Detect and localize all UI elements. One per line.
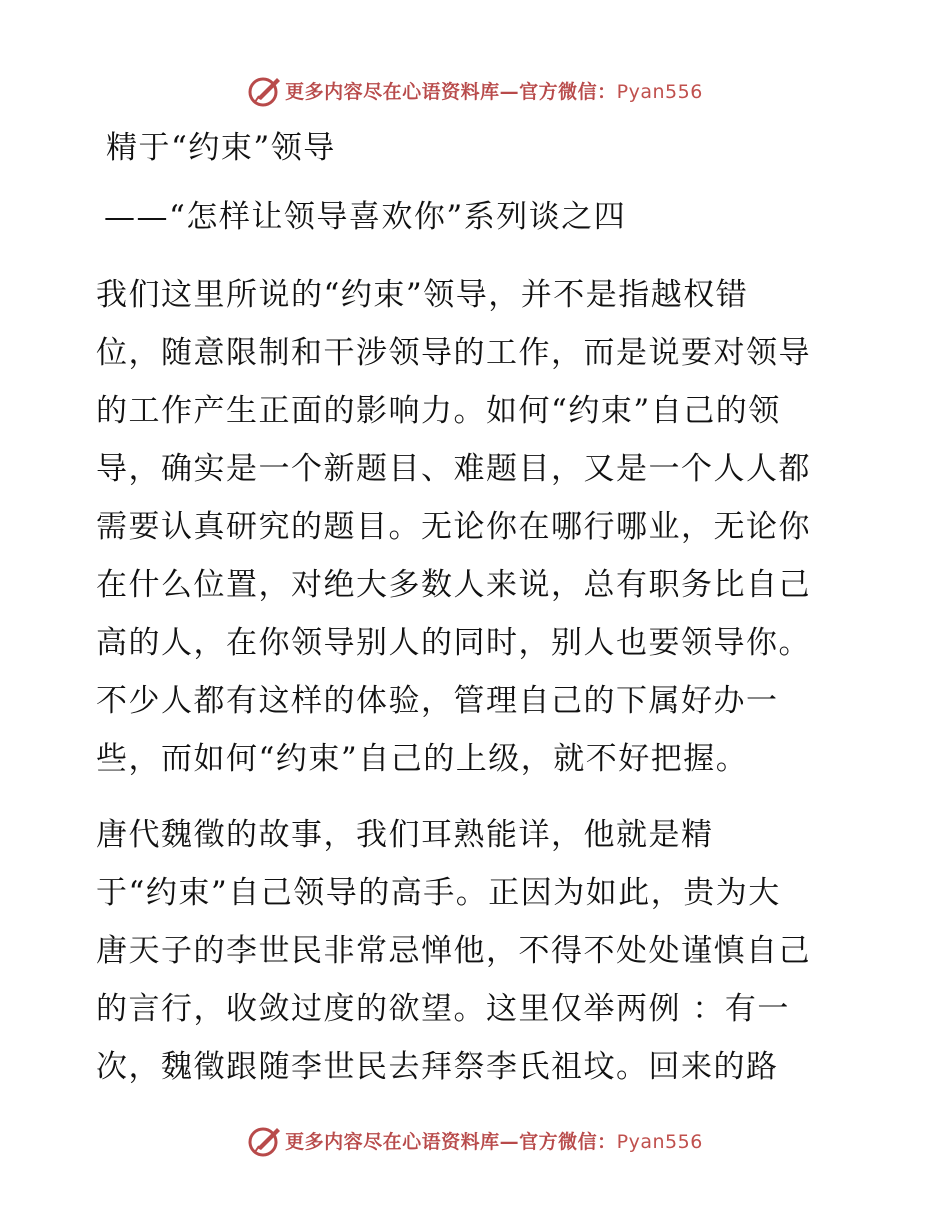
paragraph-line: 在什么位置，对绝大多数人来说，总有职务比自己	[96, 567, 811, 603]
quill-logo-icon	[247, 1122, 283, 1158]
quill-logo-icon	[247, 72, 283, 108]
watermark-text: 更多内容尽在心语资料库—官方微信：Pyan556	[285, 1130, 703, 1153]
paragraph-line: 的言行，收敛过度的欲望。这里仅举两例 ：有一	[96, 991, 790, 1027]
paragraph-line: 位，随意限制和干涉领导的工作，而是说要对领导	[96, 335, 811, 371]
paragraph-line: 不少人都有这样的体验，管理自己的下属好办一	[96, 683, 779, 719]
document-title: 精于“约束”领导	[106, 130, 336, 166]
paragraph-line: 唐天子的李世民非常忌惮他，不得不处处谨慎自己	[96, 933, 811, 969]
paragraph-line: 唐代魏徵的故事，我们耳熟能详，他就是精	[96, 817, 714, 853]
paragraph-line: 次，魏徵跟随李世民去拜祭李氏祖坟。回来的路	[96, 1049, 779, 1085]
paragraph-line: 导，确实是一个新题目、难题目，又是一个人人都	[96, 451, 811, 487]
paragraph-line: 些，而如何“约束”自己的上级，就不好把握。	[96, 741, 749, 777]
paragraph-line: 需要认真研究的题目。无论你在哪行哪业，无论你	[96, 509, 811, 545]
paragraph-line: 高的人，在你领导别人的同时，别人也要领导你。	[96, 625, 811, 661]
footer-watermark-banner	[0, 1120, 950, 1160]
watermark-text: 更多内容尽在心语资料库—官方微信：Pyan556	[285, 80, 703, 103]
document-subtitle: ——“怎样让领导喜欢你”系列谈之四	[104, 199, 627, 235]
paragraph-line: 于“约束”自己领导的高手。正因为如此，贵为大	[96, 875, 781, 911]
header-watermark-banner	[0, 70, 950, 110]
paragraph-line: 的工作产生正面的影响力。如何“约束”自己的领	[96, 393, 781, 429]
paragraph-line: 我们这里所说的“约束”领导，并不是指越权错	[96, 277, 749, 313]
